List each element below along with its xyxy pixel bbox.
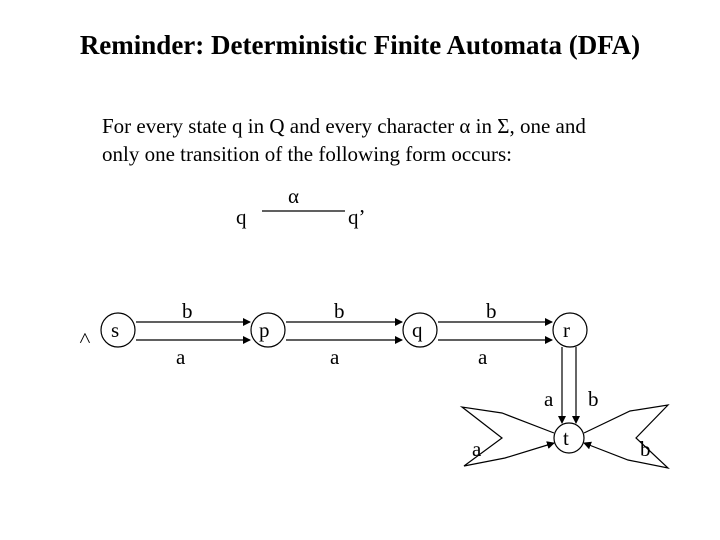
edge-label-r-t-b: b [588, 387, 599, 411]
edge-label-r-t-a: a [544, 387, 554, 411]
state-q-label: q [412, 318, 423, 342]
example-to-state: q’ [348, 205, 366, 229]
edge-label-t-loop-a: a [472, 437, 482, 461]
intro-line-2: only one transition of the following form occurs: [102, 142, 513, 166]
state-t-label: t [563, 426, 569, 450]
edge-label-p-q-a: a [330, 345, 340, 369]
state-r-label: r [563, 318, 570, 342]
state-t-circle [554, 423, 584, 453]
edge-label-s-p-b: b [182, 299, 193, 323]
state-r-circle [553, 313, 587, 347]
edge-label-t-loop-b: b [640, 437, 651, 461]
intro-line-1: For every state q in Q and every character α in Σ, one and [102, 114, 586, 138]
edge-t-loop-b [584, 405, 668, 468]
edge-label-s-p-a: a [176, 345, 186, 369]
edge-label-q-r-b: b [486, 299, 497, 323]
edge-label-q-r-a: a [478, 345, 488, 369]
edge-label-p-q-b: b [334, 299, 345, 323]
example-from-state: q [236, 205, 247, 229]
slide-title: Reminder: Deterministic Finite Automata (DFA) [79, 30, 641, 60]
state-p-label: p [259, 318, 270, 342]
start-marker: > [73, 332, 97, 344]
state-s-label: s [111, 318, 120, 342]
example-symbol: α [288, 184, 300, 208]
